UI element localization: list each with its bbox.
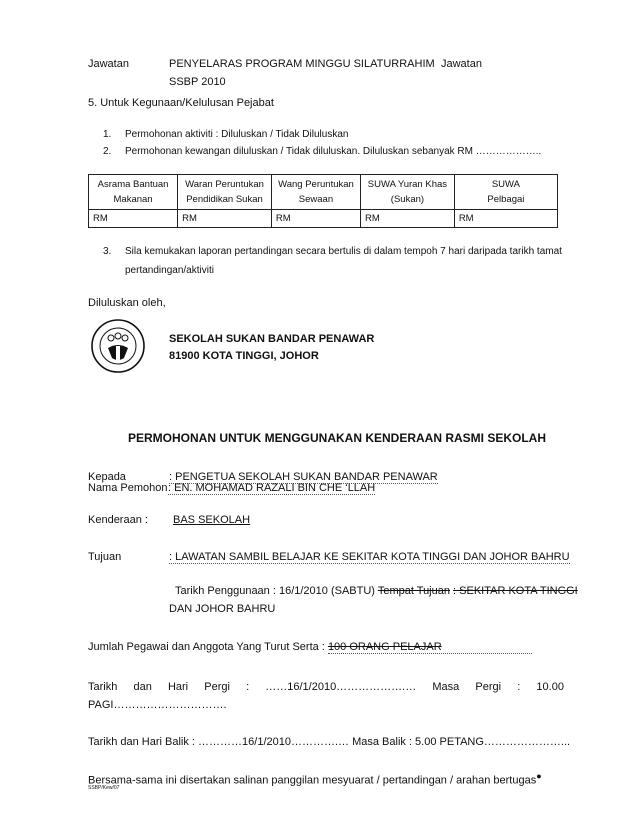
pergi-date: ……16/1/2010……………….… bbox=[265, 681, 417, 693]
school-address: 81900 KOTA TINGGI, JOHOR bbox=[169, 350, 319, 362]
position-value-line1: PENYELARAS PROGRAM MINGGU SILATURRAHIM bbox=[169, 58, 435, 70]
footer-note-row bbox=[88, 771, 542, 787]
kepada-label: Kepada bbox=[88, 471, 126, 483]
pergi-word: Tarikh bbox=[88, 681, 118, 693]
position-label: Jawatan bbox=[88, 58, 129, 70]
tempat-label: Tempat Tujuan bbox=[377, 585, 450, 597]
allocation-value-cell: RM bbox=[271, 210, 360, 228]
kenderaan-value: BAS SEKOLAH bbox=[173, 514, 251, 526]
allocation-table-value-row bbox=[89, 210, 558, 228]
pergi-row bbox=[88, 681, 564, 693]
section5-heading: 5. Untuk Kegunaan/Kelulusan Pejabat bbox=[88, 97, 274, 109]
section5-item2-num: 2. bbox=[103, 146, 112, 157]
jumlah-value: 100 ORANG PELAJAR bbox=[328, 641, 532, 654]
tarikh-penggunaan-row bbox=[175, 585, 578, 597]
pergi-word: dan bbox=[133, 681, 152, 693]
tarikh-penggunaan-label: Tarikh Penggunaan bbox=[175, 585, 270, 597]
allocation-header-cell: SUWA Pelbagai bbox=[454, 175, 557, 210]
jumlah-label: Jumlah Pegawai dan Anggota Yang Turut Serta : bbox=[88, 641, 325, 653]
school-name: SEKOLAH SUKAN BANDAR PENAWAR bbox=[169, 333, 375, 345]
school-logo bbox=[90, 318, 146, 374]
footer-code: SSBP/Kew/07 bbox=[88, 785, 120, 791]
pemohon-label: Nama Pemohon bbox=[88, 482, 168, 494]
section5-item1-num: 1. bbox=[103, 129, 112, 140]
section5-item1-text: Permohonan aktiviti : Diluluskan / Tidak Diluluskan bbox=[125, 129, 349, 140]
allocation-header-cell: Wang Peruntukan Sewaan bbox=[271, 175, 360, 210]
pergi-word: Hari bbox=[167, 681, 189, 693]
position-value-line2: SSBP 2010 bbox=[169, 76, 226, 88]
pergi-word: : bbox=[246, 681, 250, 693]
item3-line2: pertandingan/aktiviti bbox=[125, 265, 214, 276]
jumlah-row bbox=[88, 641, 532, 653]
pergi-word: Pergi bbox=[475, 681, 502, 693]
allocation-value-cell: RM bbox=[454, 210, 557, 228]
kepada-value: : PENGETUA SEKOLAH SUKAN BANDAR PENAWAR bbox=[169, 471, 438, 483]
pergi-word: Pergi bbox=[204, 681, 230, 693]
allocation-header-cell: Waran Peruntukan Pendidikan Sukan bbox=[178, 175, 272, 210]
tempat-value-line2: DAN JOHOR BAHRU bbox=[169, 603, 276, 615]
item3-num: 3. bbox=[103, 246, 112, 257]
allocation-value-cell: RM bbox=[89, 210, 178, 228]
allocation-value-cell: RM bbox=[361, 210, 455, 228]
approved-by-label: Diluluskan oleh, bbox=[88, 297, 166, 309]
allocation-table-header-row bbox=[89, 175, 558, 210]
pergi-time: 10.00 bbox=[536, 681, 564, 693]
allocation-header-cell: Asrama Bantuan Makanan bbox=[89, 175, 178, 210]
allocation-value-cell: RM bbox=[178, 210, 272, 228]
section5-item2-text: Permohonan kewangan diluluskan / Tidak diluluskan. Diluluskan sebanyak RM ……………….. bbox=[125, 146, 542, 157]
allocation-header-cell: SUWA Yuran Khas (Sukan) bbox=[361, 175, 455, 210]
tempat-value: : SEKITAR KOTA TINGGI bbox=[453, 585, 578, 597]
item3-line1: Sila kemukakan laporan pertandingan secara bertulis di dalam tempoh 7 hari daripada tarikh tamat bbox=[125, 246, 562, 257]
pergi-line2: PAGI…………………………. bbox=[88, 699, 227, 711]
pergi-word: Masa bbox=[432, 681, 460, 693]
tujuan-value: : LAWATAN SAMBIL BELAJAR KE SEKITAR KOTA TINGGI DAN JOHOR BAHRU bbox=[169, 551, 570, 563]
tujuan-label: Tujuan bbox=[88, 551, 122, 563]
allocation-table bbox=[88, 174, 558, 228]
footer-note: Bersama-sama ini disertakan salinan panggilan mesyuarat / pertandingan / arahan bertugas bbox=[88, 774, 537, 787]
position-label-right: Jawatan bbox=[441, 58, 482, 70]
pemohon-value: : EN. MOHAMAD RAZALI BIN CHE ‘LLAH bbox=[168, 482, 376, 494]
form-title: PERMOHONAN UNTUK MENGGUNAKAN KENDERAAN RASMI SEKOLAH bbox=[128, 431, 547, 445]
balik-row: Tarikh dan Hari Balik : …………16/1/2010………….… Masa Balik : 5.00 PETANG…………………... bbox=[88, 736, 571, 748]
pergi-word: : bbox=[517, 681, 521, 693]
kenderaan-label: Kenderaan : bbox=[88, 514, 148, 526]
tarikh-penggunaan-value: : 16/1/2010 (SABTU) bbox=[272, 585, 375, 597]
bullet-icon: ● bbox=[536, 771, 542, 781]
